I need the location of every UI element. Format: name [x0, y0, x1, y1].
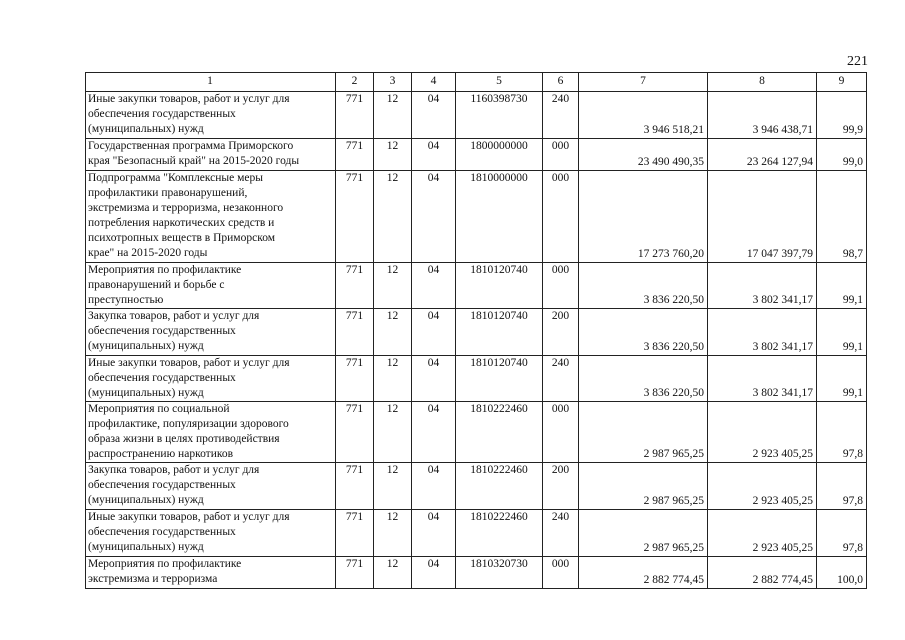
row-col-6: 240	[542, 92, 578, 138]
table-row	[85, 262, 867, 308]
row-col-8: 2 923 405,25	[707, 510, 816, 556]
row-col-6: 000	[542, 171, 578, 262]
row-col-7: 2 882 774,45	[578, 557, 707, 588]
table-row	[85, 462, 867, 509]
row-col-2: 771	[335, 309, 373, 355]
row-col-7: 2 987 965,25	[578, 510, 707, 556]
row-col-4: 04	[411, 171, 455, 262]
row-col-5: 1810222460	[455, 510, 542, 556]
row-col-8: 3 802 341,17	[707, 263, 816, 308]
row-col-9: 99,1	[816, 263, 867, 308]
row-name: Государственная программа Приморского края "Безопасный край" на 2015-2020 годы	[85, 139, 335, 170]
row-col-9: 100,0	[816, 557, 867, 588]
header-col-8: 8	[707, 73, 816, 91]
row-col-5: 1810222460	[455, 463, 542, 509]
row-col-5: 1810120740	[455, 309, 542, 355]
row-col-8: 2 923 405,25	[707, 463, 816, 509]
row-col-7: 3 836 220,50	[578, 309, 707, 355]
row-col-9: 97,8	[816, 510, 867, 556]
header-col-3: 3	[373, 73, 411, 91]
row-col-2: 771	[335, 356, 373, 401]
row-col-7: 23 490 490,35	[578, 139, 707, 170]
table-row	[85, 91, 867, 138]
row-col-5: 1810000000	[455, 171, 542, 262]
row-col-7: 17 273 760,20	[578, 171, 707, 262]
row-col-6: 000	[542, 557, 578, 588]
row-col-9: 99,9	[816, 92, 867, 138]
row-col-8: 3 946 438,71	[707, 92, 816, 138]
row-col-6: 000	[542, 263, 578, 308]
row-col-2: 771	[335, 263, 373, 308]
row-col-3: 12	[373, 92, 411, 138]
row-col-9: 99,0	[816, 139, 867, 170]
row-col-6: 200	[542, 309, 578, 355]
row-col-8: 3 802 341,17	[707, 309, 816, 355]
row-name: Иные закупки товаров, работ и услуг для обеспечения государственных (муниципальных) нужд	[85, 92, 335, 138]
row-col-5: 1800000000	[455, 139, 542, 170]
row-col-8: 17 047 397,79	[707, 171, 816, 262]
row-col-4: 04	[411, 510, 455, 556]
row-col-5: 1160398730	[455, 92, 542, 138]
row-name: Мероприятия по социальной профилактике, популяризации здорового образа жизни в целях противодействия распространению наркотиков	[85, 402, 335, 462]
row-col-7: 2 987 965,25	[578, 402, 707, 462]
row-col-8: 2 923 405,25	[707, 402, 816, 462]
header-col-9: 9	[816, 73, 867, 91]
row-col-4: 04	[411, 463, 455, 509]
row-col-5: 1810120740	[455, 263, 542, 308]
row-col-3: 12	[373, 263, 411, 308]
row-col-3: 12	[373, 139, 411, 170]
row-col-4: 04	[411, 402, 455, 462]
row-col-9: 97,8	[816, 463, 867, 509]
row-col-2: 771	[335, 463, 373, 509]
row-col-4: 04	[411, 263, 455, 308]
table-row	[85, 401, 867, 462]
row-col-2: 771	[335, 402, 373, 462]
row-col-9: 97,8	[816, 402, 867, 462]
header-col-4: 4	[411, 73, 455, 91]
header-col-2: 2	[335, 73, 373, 91]
row-name: Подпрограмма "Комплексные меры профилактики правонарушений, экстремизма и терроризма, незаконного потребления наркотических средств и психотропных веществ в Приморском крае" на 2015-2020 годы	[85, 171, 335, 262]
row-col-8: 3 802 341,17	[707, 356, 816, 401]
row-name: Мероприятия по профилактике правонарушений и борьбе с преступностью	[85, 263, 335, 308]
row-col-4: 04	[411, 557, 455, 588]
row-col-7: 2 987 965,25	[578, 463, 707, 509]
table-row	[85, 308, 867, 355]
table-row	[85, 355, 867, 401]
row-col-3: 12	[373, 171, 411, 262]
row-col-3: 12	[373, 463, 411, 509]
row-col-6: 200	[542, 463, 578, 509]
header-col-6: 6	[542, 73, 578, 91]
row-name: Иные закупки товаров, работ и услуг для обеспечения государственных (муниципальных) нужд	[85, 510, 335, 556]
header-col-7: 7	[578, 73, 707, 91]
table-header-row	[85, 72, 867, 91]
row-col-6: 000	[542, 139, 578, 170]
row-col-2: 771	[335, 139, 373, 170]
table-row	[85, 170, 867, 262]
row-col-7: 3 836 220,50	[578, 356, 707, 401]
row-col-3: 12	[373, 510, 411, 556]
header-col-5: 5	[455, 73, 542, 91]
row-name: Иные закупки товаров, работ и услуг для обеспечения государственных (муниципальных) нужд	[85, 356, 335, 401]
row-col-4: 04	[411, 92, 455, 138]
table-row	[85, 138, 867, 170]
row-name: Мероприятия по профилактике экстремизма и терроризма	[85, 557, 335, 588]
budget-table	[85, 72, 867, 589]
row-col-9: 99,1	[816, 356, 867, 401]
row-col-5: 1810320730	[455, 557, 542, 588]
row-col-9: 98,7	[816, 171, 867, 262]
row-col-3: 12	[373, 309, 411, 355]
row-col-2: 771	[335, 92, 373, 138]
row-col-4: 04	[411, 356, 455, 401]
header-col-1: 1	[85, 73, 335, 91]
row-col-8: 2 882 774,45	[707, 557, 816, 588]
row-col-5: 1810222460	[455, 402, 542, 462]
row-col-6: 000	[542, 402, 578, 462]
table-row	[85, 556, 867, 589]
row-col-7: 3 946 518,21	[578, 92, 707, 138]
row-col-6: 240	[542, 510, 578, 556]
row-col-4: 04	[411, 139, 455, 170]
row-col-3: 12	[373, 356, 411, 401]
row-col-9: 99,1	[816, 309, 867, 355]
row-col-7: 3 836 220,50	[578, 263, 707, 308]
row-col-2: 771	[335, 557, 373, 588]
row-col-8: 23 264 127,94	[707, 139, 816, 170]
row-col-5: 1810120740	[455, 356, 542, 401]
row-name: Закупка товаров, работ и услуг для обеспечения государственных (муниципальных) нужд	[85, 463, 335, 509]
row-col-6: 240	[542, 356, 578, 401]
row-col-2: 771	[335, 510, 373, 556]
row-col-3: 12	[373, 402, 411, 462]
row-col-2: 771	[335, 171, 373, 262]
row-col-4: 04	[411, 309, 455, 355]
row-col-3: 12	[373, 557, 411, 588]
table-row	[85, 509, 867, 556]
page-number: 221	[847, 54, 868, 69]
row-name: Закупка товаров, работ и услуг для обеспечения государственных (муниципальных) нужд	[85, 309, 335, 355]
